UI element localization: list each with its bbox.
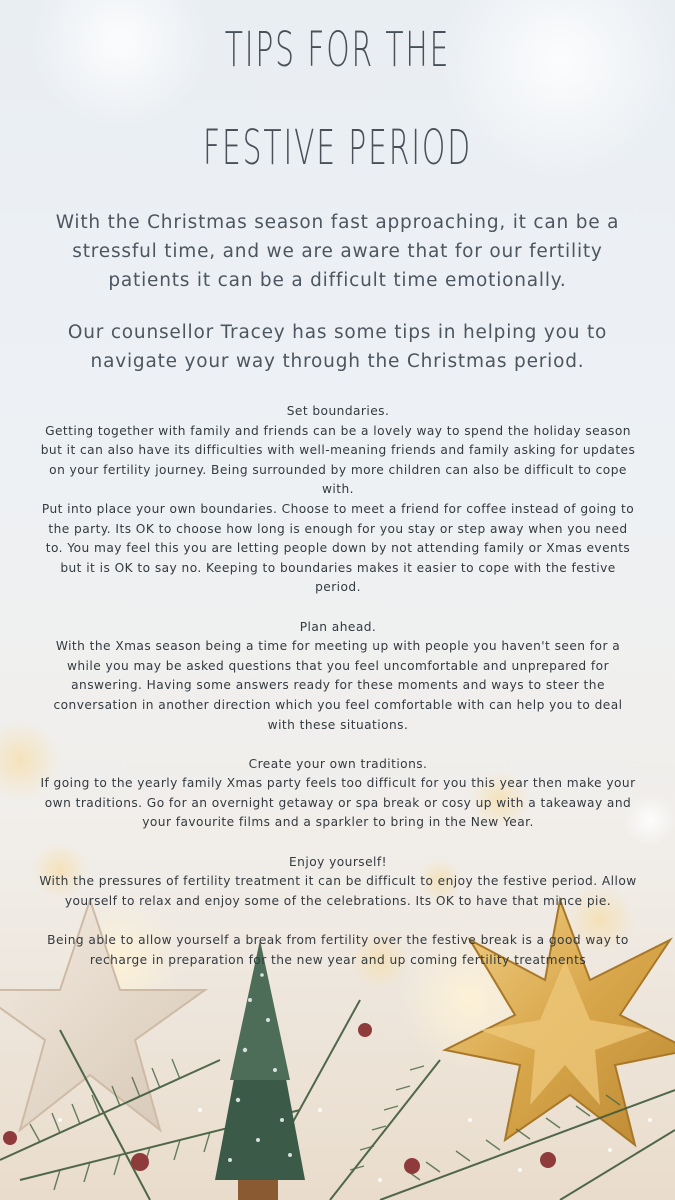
tip-heading: Enjoy yourself! — [289, 854, 387, 869]
tip-section — [38, 402, 638, 598]
tip-heading: Plan ahead. — [299, 619, 377, 634]
tip-text: If going to the yearly family Xmas party feels too difficult for you this year then make your own traditions. Go for an overnight getaway or spa break or cosy up with a takeaway and your favourite films and a sparkler to bring in the New Year. — [40, 776, 636, 830]
tip-text: With the pressures of fertility treatment it can be difficult to enjoy the festive period. Allow yourself to relax and enjoy some of the celebrations. Its OK to have that mince pie. — [39, 874, 637, 908]
tip-section — [38, 853, 638, 912]
title-line-2: FESTIVE PERIOD — [203, 120, 472, 176]
tip-heading: Set boundaries. — [286, 404, 390, 418]
title-line-1: TIPS FOR THE — [224, 22, 451, 78]
tip-section — [38, 618, 638, 736]
mini-tree-icon — [215, 940, 305, 1200]
tip-text: Put into place your own boundaries. Choose to meet a friend for coffee instead of going to the party. Its OK to choose how long is enough for you stay or step away when you need to. You may feel this you are letting people down by not attending family or Xmas events but it is OK to say no. Keeping to boundaries makes it easier to cope with the festive period. — [41, 501, 635, 595]
tip-text: With the Xmas season being a time for meeting up with people you haven't seen for a while you may be asked questions that you feel uncomfortable and unprepared for answering. Having some answers ready for these moments and ways to steer the conversation in another direction which you feel comfortable with can help you to deal with these situations. — [53, 639, 623, 732]
tip-section — [38, 755, 638, 833]
closing-paragraph: Being able to allow yourself a break from fertility over the festive break is a good way to recharge in preparation for the new year and up coming fertility treatments — [47, 933, 629, 967]
intro-paragraph-1: With the Christmas season fast approaching, it can be a stressful time, and we are aware that for our fertility patients it can be a difficult time emotionally. — [55, 212, 620, 291]
tips-body — [38, 402, 638, 970]
tip-heading: Create your own traditions. — [248, 756, 428, 771]
intro-paragraph-2: Our counsellor Tracey has some tips in helping you to navigate your way through the Christmas period. — [67, 322, 608, 372]
tip-text: Getting together with family and friends can be a lovely way to spend the holiday season but it can also have its difficulties with well-meaning friends and family asking for updates on your fertility journey. Being surrounded by more children can also be difficult to cope with. — [40, 423, 636, 497]
